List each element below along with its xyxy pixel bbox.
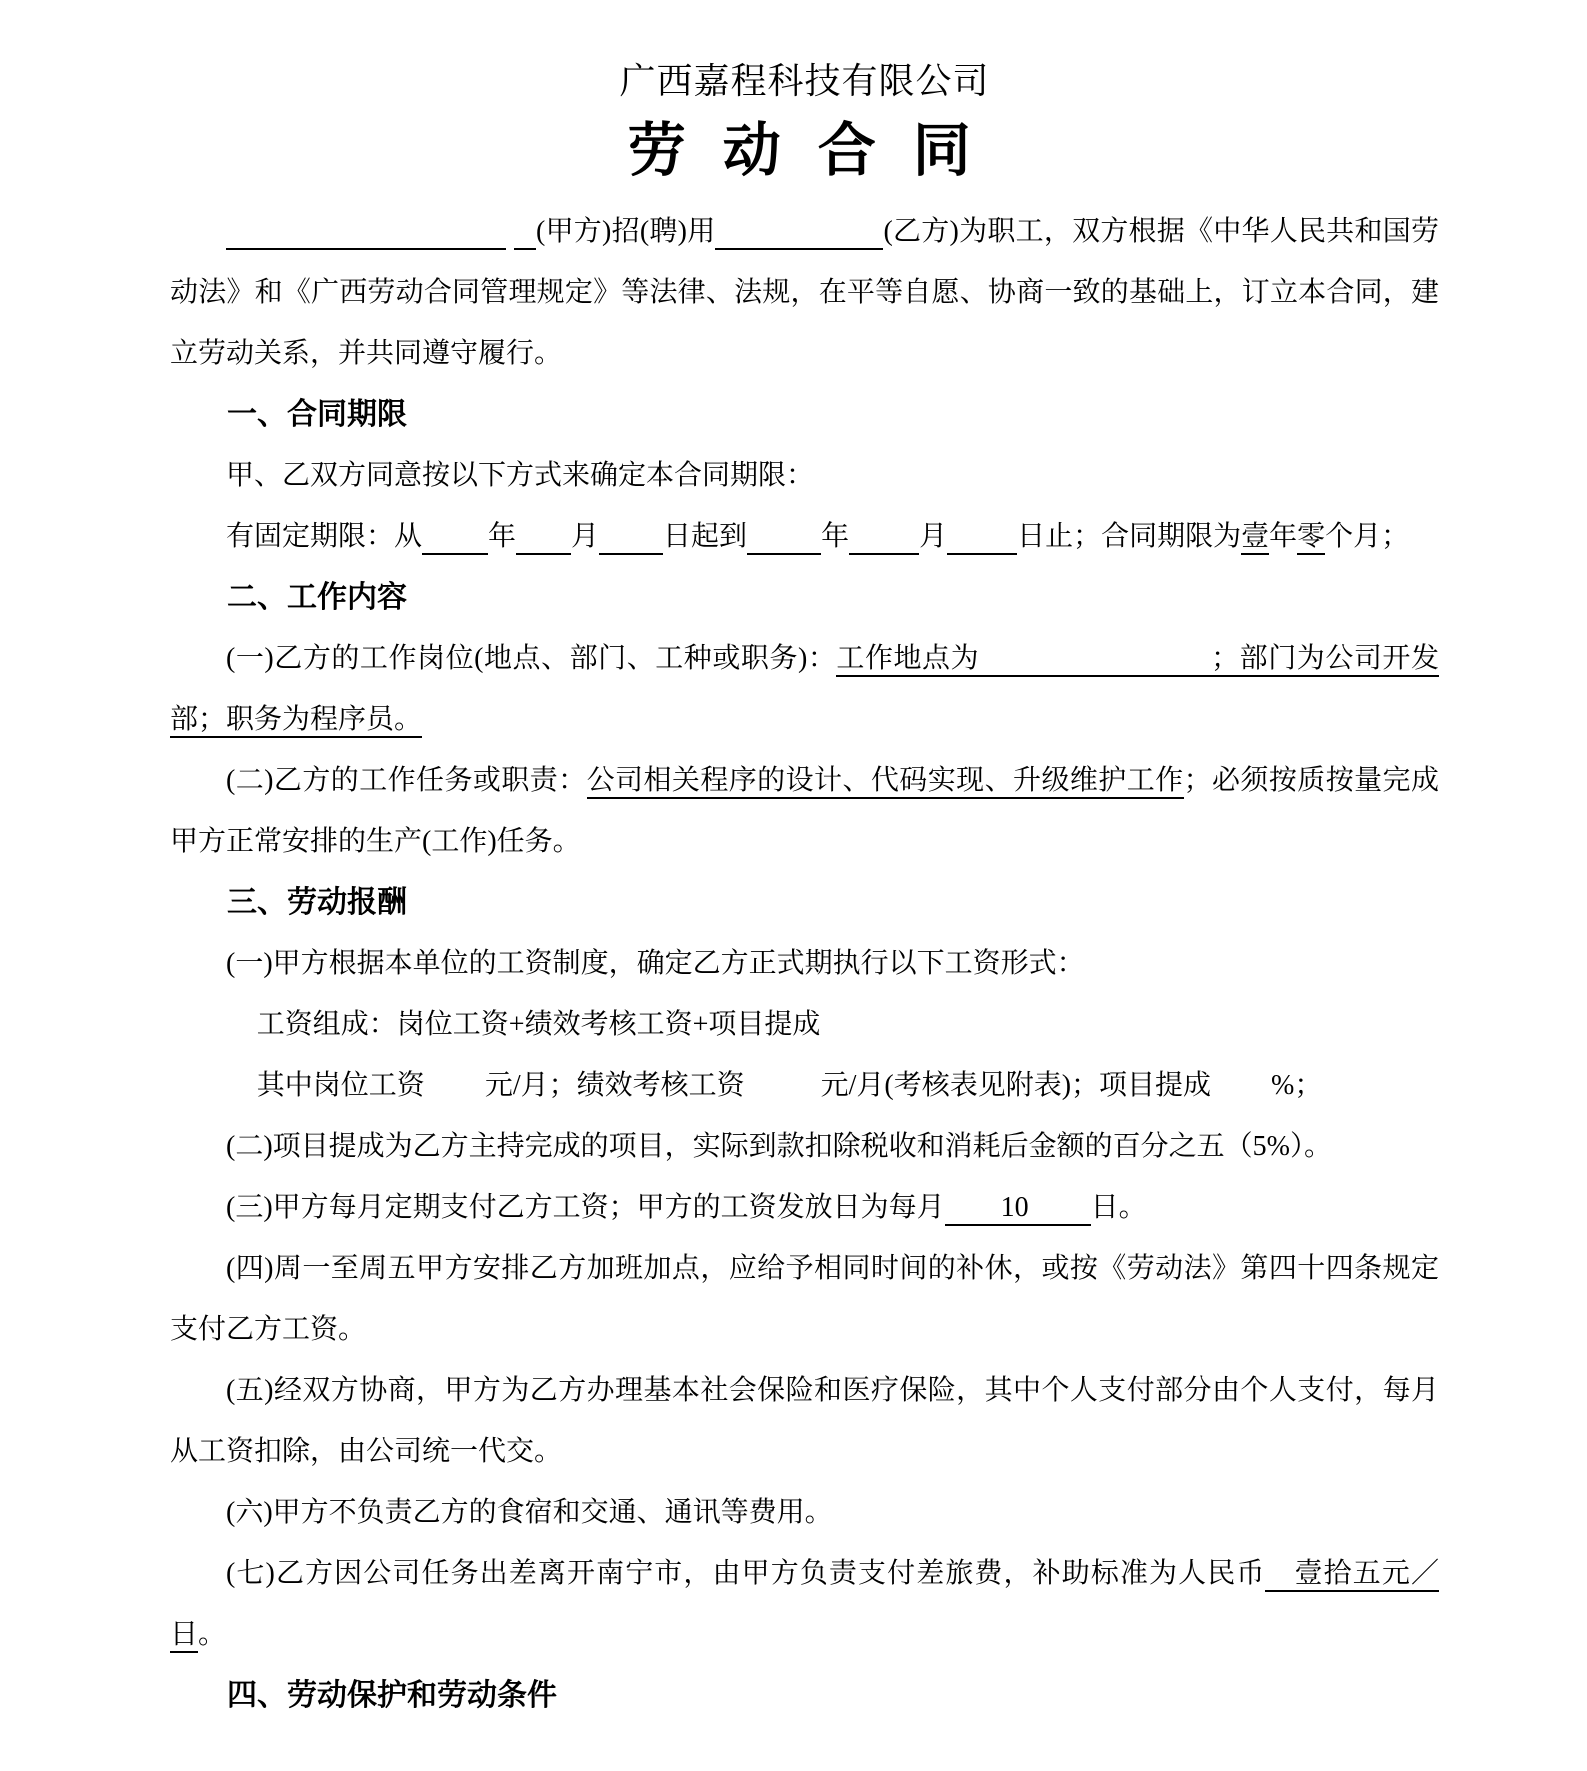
gap [506, 216, 514, 247]
blank-field [422, 521, 488, 555]
text-run: 月 [571, 521, 600, 553]
text-run: (三)甲方每月定期支付乙方工资；甲方的工资发放日为每月 [226, 1192, 945, 1224]
underlined-text: 壹拾五元／日 [170, 1558, 1439, 1653]
fill-in-blank [516, 543, 571, 545]
underlined-text: 10 [1001, 1192, 1029, 1226]
paragraph [170, 750, 1439, 872]
spacer [506, 238, 514, 240]
text-run: %； [1271, 1070, 1323, 1102]
fill-in-blank [947, 543, 1017, 545]
blank-field [226, 216, 506, 250]
paragraph [170, 506, 1439, 567]
paragraph [170, 933, 1439, 994]
text-run: (七)乙方因公司任务出差离开南宁市，由甲方负责支付差旅费，补助标准为人民币 [226, 1558, 1266, 1590]
fill-in-blank [715, 238, 883, 240]
text-run: 个月； [1325, 521, 1410, 553]
paragraph [170, 1055, 1439, 1116]
text-run: 。 [198, 1619, 227, 1651]
text-run: 日止；合同期限为 [1017, 521, 1242, 553]
paragraph [170, 994, 1439, 1055]
paragraph [170, 628, 1439, 750]
text-run: (五)经双方协商，甲方为乙方办理基本社会保险和医疗保险，其中个人支付部分由个人支付，每月从工资扣除，由公司统一代交。 [170, 1375, 1439, 1468]
paragraph [170, 1238, 1439, 1360]
fill-in-blank [979, 665, 1211, 667]
gap [1211, 1070, 1271, 1101]
paragraph [170, 201, 1439, 384]
spacer [425, 1092, 485, 1094]
text-run: 工资组成：岗位工资+绩效考核工资+项目提成 [256, 1009, 821, 1041]
contract-title: 劳 动 合 同 [627, 117, 982, 183]
text-run: (二)乙方的工作任务或职责： [226, 765, 587, 797]
fill-in-blank [1029, 1214, 1091, 1216]
fill-in-blank [226, 238, 506, 240]
blank-field [849, 521, 919, 555]
paragraph [170, 1116, 1439, 1177]
section-heading: 二、工作内容 [227, 581, 407, 615]
section-heading: 一、合同期限 [227, 398, 407, 432]
gap [425, 1070, 485, 1101]
blank-field [599, 521, 663, 555]
text-run: 日起到 [663, 521, 748, 553]
blank-field [516, 521, 571, 555]
spacer [745, 1092, 821, 1094]
blank-field [945, 1192, 1001, 1226]
fill-in-blank [849, 543, 919, 545]
text-run: 元/月(考核表见附表)；项目提成 [820, 1070, 1212, 1102]
text-run: 甲、乙双方同意按以下方式来确定本合同期限： [226, 460, 815, 492]
paragraph [170, 1543, 1439, 1665]
underlined-text: 工作地点为 [836, 643, 979, 677]
blank-field [514, 216, 536, 250]
blank-field [1029, 1192, 1091, 1226]
text-run: 年 [1269, 521, 1298, 553]
fill-in-blank [599, 543, 663, 545]
text-run: 年 [488, 521, 517, 553]
text-run: 年 [821, 521, 850, 553]
text-run: 其中岗位工资 [256, 1070, 425, 1102]
fill-in-blank [747, 543, 821, 545]
text-run: (乙方)为职工，双方根据《中华人民共和国劳动法》和《广西劳动合同管理规定》等法律、法规，在平等自愿、协商一致的基础上，订立本合同，建立劳动关系，并共同遵守履行。 [170, 216, 1439, 370]
text-run: 有固定期限：从 [226, 521, 423, 553]
text-run: 日。 [1090, 1192, 1147, 1224]
text-run: 月 [919, 521, 948, 553]
paragraph [170, 1482, 1439, 1543]
text-run: (甲方)招(聘)用 [536, 216, 716, 248]
blank-field [715, 216, 883, 250]
section-heading: 三、劳动报酬 [227, 886, 407, 920]
fill-in-blank [514, 238, 536, 240]
underlined-text: 壹 [1241, 521, 1269, 555]
section-heading: 四、劳动保护和劳动条件 [227, 1679, 557, 1713]
text-run: (六)甲方不负责乙方的食宿和交通、通讯等费用。 [226, 1497, 833, 1529]
company-name: 广西嘉程科技有限公司 [619, 61, 990, 101]
underlined-text: 公司相关程序的设计、代码实现、升级维护工作 [587, 765, 1184, 799]
paragraph [170, 445, 1439, 506]
paragraph [170, 1360, 1439, 1482]
text-run: (四)周一至周五甲方安排乙方加班加点，应给予相同时间的补休，或按《劳动法》第四十四条规定支付乙方工资。 [170, 1253, 1439, 1346]
text-run: (一)乙方的工作岗位(地点、部门、工种或职务)： [226, 643, 837, 675]
text-run: ；必须按质按量完成甲方正常安排的生产(工作)任务。 [170, 765, 1439, 858]
blank-field [979, 643, 1211, 677]
text-run: (二)项目提成为乙方主持完成的项目，实际到款扣除税收和消耗后金额的百分之五（5%）。 [226, 1131, 1332, 1163]
underlined-text: 零 [1297, 521, 1325, 555]
underlined-text: ；部门为公司开发部；职务为程序员。 [170, 643, 1439, 738]
blank-field [947, 521, 1017, 555]
spacer [1211, 1092, 1271, 1094]
blank-field [747, 521, 821, 555]
fill-in-blank [422, 543, 488, 545]
text-run: 元/月；绩效考核工资 [484, 1070, 745, 1102]
fill-in-blank [945, 1214, 1001, 1216]
gap [745, 1070, 821, 1101]
text-run: (一)甲方根据本单位的工资制度，确定乙方正式期执行以下工资形式： [226, 948, 1085, 980]
paragraph [170, 1177, 1439, 1238]
document-body [170, 201, 1439, 1726]
